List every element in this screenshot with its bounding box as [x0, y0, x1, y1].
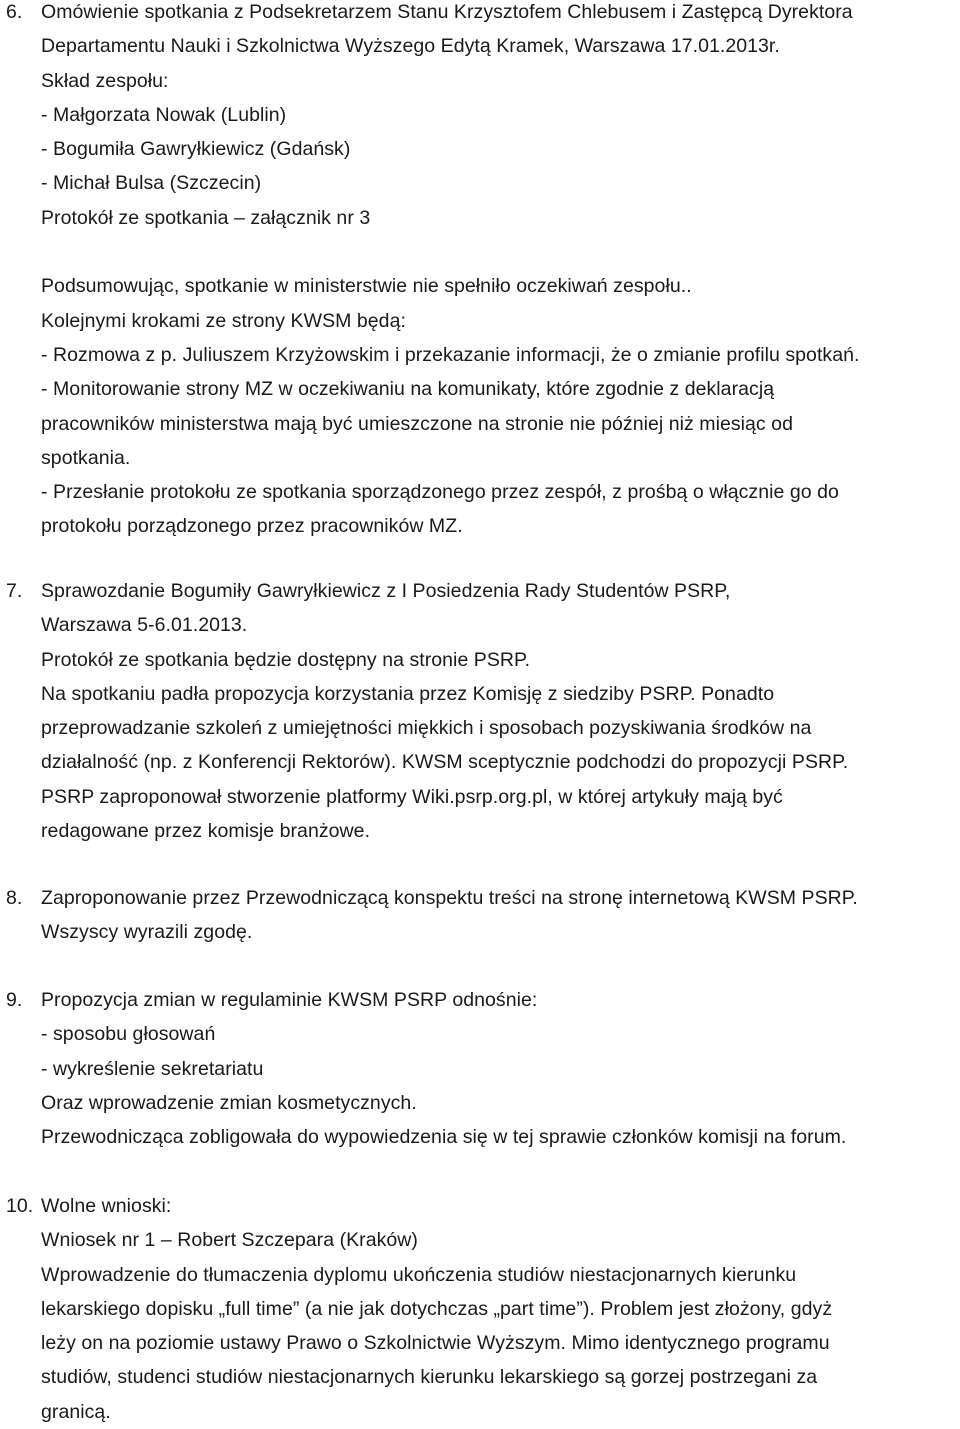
text-line: Przewodnicząca zobligowała do wypowiedzenia się w tej sprawie członków komisji na forum. — [41, 1126, 847, 1149]
text-line: - Rozmowa z p. Juliuszem Krzyżowskim i przekazanie informacji, że o zmianie profilu spotkań. — [41, 343, 860, 366]
text-line: - Małgorzata Nowak (Lublin) — [41, 103, 287, 126]
section-number: 6. — [6, 1, 23, 23]
text-line: studiów, studenci studiów niestacjonarnych kierunku lekarskiego są gorzej postrzegani za — [41, 1366, 818, 1389]
text-line: Wszyscy wyrazili zgodę. — [41, 921, 253, 944]
text-line: spotkania. — [41, 446, 131, 469]
text-line: pracowników ministerstwa mają być umieszczone na stronie nie później niż miesiąc od — [41, 412, 793, 435]
section-number: 8. — [6, 887, 23, 909]
section-body — [41, 574, 848, 848]
text-line: działalność (np. z Konferencji Rektorów). KWSM sceptycznie podchodzi do propozycji PSRP. — [41, 751, 849, 774]
section-body — [41, 1189, 832, 1429]
text-line: - Przesłanie protokołu ze spotkania sporządzonego przez zespół, z prośbą o włącznie go do — [41, 481, 839, 504]
section-number: 10. — [6, 1195, 34, 1217]
text-line: - wykreślenie sekretariatu — [41, 1057, 264, 1080]
text-line: Wolne wnioski: — [41, 1195, 172, 1217]
text-line: Omówienie spotkania z Podsekretarzem Stanu Krzysztofem Chlebusem i Zastępcą Dyrektora — [41, 1, 853, 23]
section-body — [41, 0, 859, 544]
text-line: przeprowadzanie szkoleń z umiejętności miękkich i sposobach pozyskiwania środków na — [41, 717, 812, 740]
text-line: Zaproponowanie przez Przewodniczącą konspektu treści na stronę internetową KWSM PSRP. — [41, 887, 858, 909]
text-line: Propozycja zmian w regulaminie KWSM PSRP odnośnie: — [41, 989, 538, 1011]
text-line: Kolejnymi krokami ze strony KWSM będą: — [41, 309, 406, 332]
text-line: Podsumowując, spotkanie w ministerstwie nie spełniło oczekiwań zespołu.. — [41, 275, 692, 298]
section-body — [41, 983, 846, 1154]
text-line: redagowane przez komisje branżowe. — [41, 820, 371, 843]
text-line: Departamentu Nauki i Szkolnictwa Wyższego Edytą Kramek, Warszawa 17.01.2013r. — [41, 35, 780, 58]
text-line: Wprowadzenie do tłumaczenia dyplomu ukończenia studiów niestacjonarnych kierunku — [41, 1263, 797, 1286]
section-body — [41, 881, 858, 950]
text-line: - Michał Bulsa (Szczecin) — [41, 172, 262, 195]
text-line: Wniosek nr 1 – Robert Szczepara (Kraków) — [41, 1229, 418, 1252]
text-line: Protokół ze spotkania – załącznik nr 3 — [41, 206, 371, 229]
text-line: Na spotkaniu padła propozycja korzystania przez Komisję z siedziby PSRP. Ponadto — [41, 682, 775, 705]
text-line: Protokół ze spotkania będzie dostępny na stronie PSRP. — [41, 648, 531, 671]
text-line: lekarskiego dopisku „full time” (a nie jak dotychczas „part time”). Problem jest złożony, gdyż — [41, 1297, 833, 1320]
section-number: 7. — [6, 580, 23, 602]
text-line: - Bogumiła Gawryłkiewicz (Gdańsk) — [41, 138, 351, 161]
blank-line — [41, 235, 859, 269]
text-line: PSRP zaproponował stworzenie platformy Wiki.psrp.org.pl, w której artykuły mają być — [41, 785, 783, 808]
text-line: granicą. — [41, 1400, 111, 1423]
section-number: 9. — [6, 989, 23, 1011]
text-line: Sprawozdanie Bogumiły Gawryłkiewicz z I Posiedzenia Rady Studentów PSRP, — [41, 580, 731, 602]
text-line: leży on na poziomie ustawy Prawo o Szkolnictwie Wyższym. Mimo identycznego programu — [41, 1332, 830, 1355]
text-line: Oraz wprowadzenie zmian kosmetycznych. — [41, 1091, 417, 1114]
text-line: Warszawa 5-6.01.2013. — [41, 614, 248, 637]
text-line: Skład zespołu: — [41, 69, 169, 92]
text-line: - Monitorowanie strony MZ w oczekiwaniu na komunikaty, które zgodnie z deklaracją — [41, 378, 775, 401]
text-line: protokołu porządzonego przez pracowników MZ. — [41, 515, 463, 538]
text-line: - sposobu głosowań — [41, 1023, 216, 1046]
